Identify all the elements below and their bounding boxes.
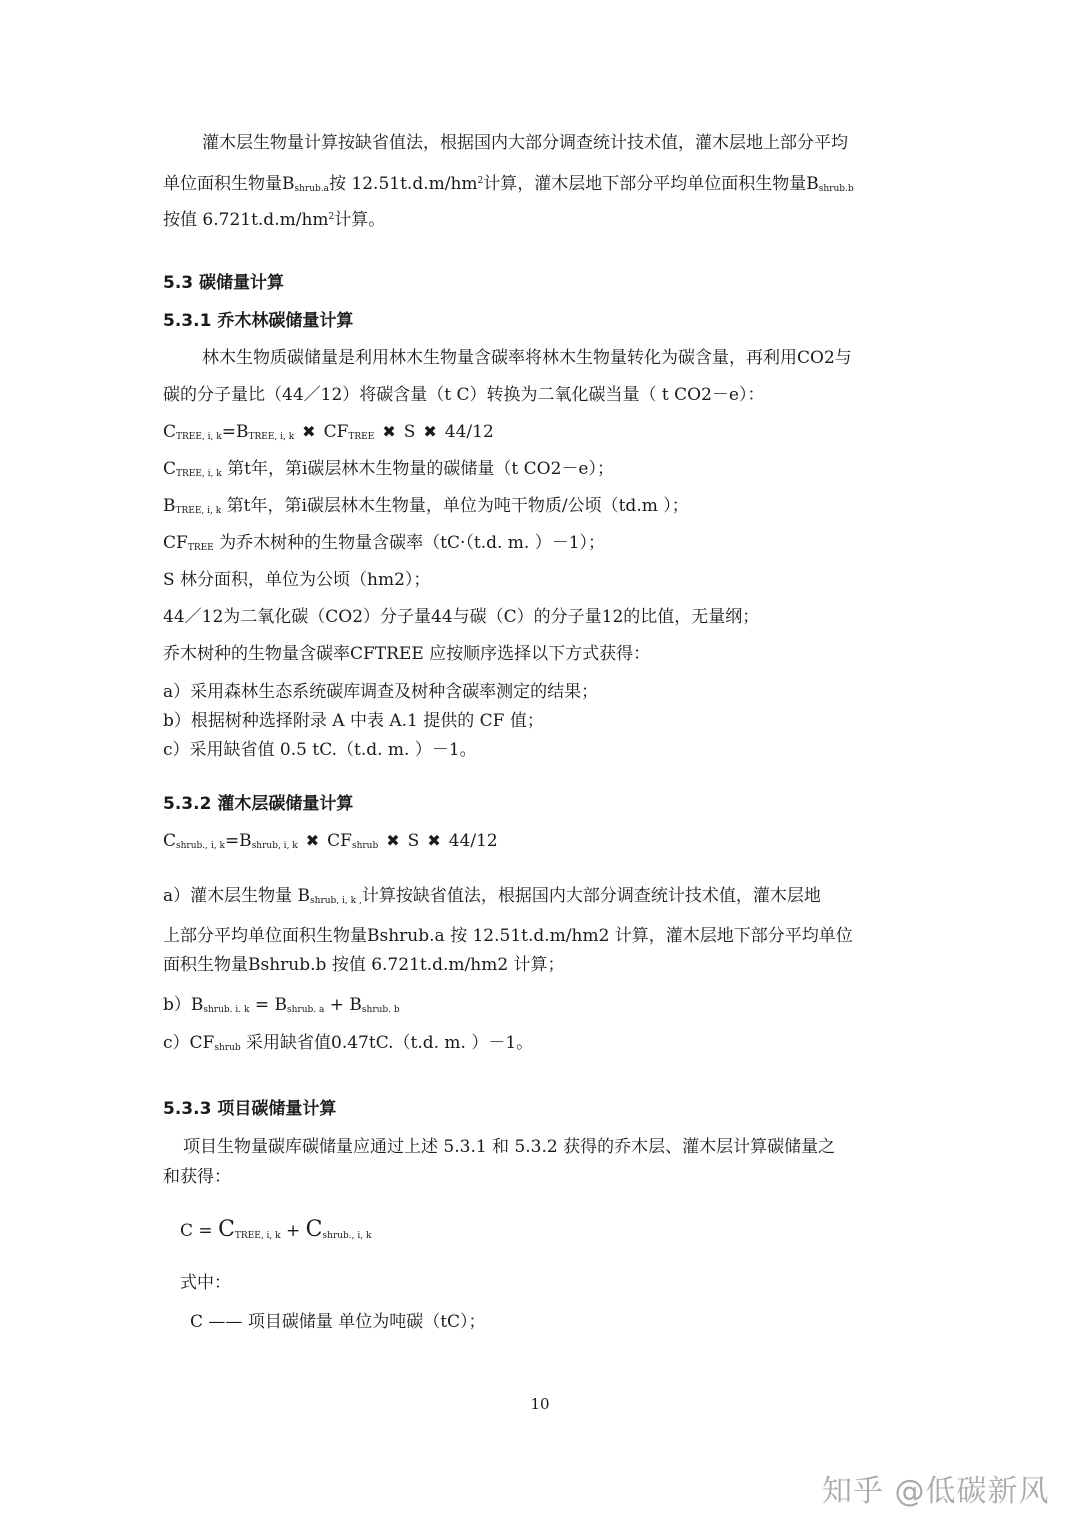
formula: $C_{TREE, i, k}=B_{TREE, i, k}$ ✖ $CF_{TREE}$ ✖ S ✖ 44/12 [163,422,494,442]
multiply-icon: ✖ [423,422,437,441]
list-item: a）采用森林生态系统碳库调查及树种含碳率测定的结果； [163,682,599,702]
paragraph-line: 项目生物量碳库碳储量应通过上述 5.3.1 和 5.3.2 获得的乔木层、灌木层计算碳储量之 [183,1137,836,1157]
multiply-icon: ✖ [302,422,316,441]
formula: $C = C_{TREE, i, k} + C_{shrub., i, k}$ [180,1217,372,1242]
multiply-icon: ✖ [427,831,441,850]
paragraph-line: 单位面积生物量$B_{shrub.a}$按 $12.51t.d.m/hm^2$计算，灌木层地下部分平均单位面积生物量$B_{shrub.b}$ [163,174,854,194]
multiply-icon: ✖ [382,422,396,441]
paragraph-line: 和获得： [163,1167,231,1187]
definition-line: $CF_{TREE}$ 为乔木树种的生物量含碳率（tC·（t.d. m. ）－1）； [163,533,606,553]
definition-line: 乔木树种的生物量含碳率CFTREE 应按顺序选择以下方式获得： [163,644,651,664]
page-number: 10 [530,1395,550,1413]
definition-line: C —— 项目碳储量 单位为吨碳（tC）； [190,1312,486,1332]
formula: $C_{shrub., i, k}=B_{shrub, i, k}$ ✖ $CF_{shrub}$ ✖ S ✖ 44/12 [163,831,498,851]
paragraph-line: 式中： [180,1273,231,1293]
list-item: $c)CF_{shrub}$ 采用缺省值0.47tC.（t.d. m. ）－1。 [163,1033,534,1053]
multiply-icon: ✖ [305,831,320,850]
paragraph-line: 面积生物量Bshrub.b 按值 6.721t.d.m/hm2 计算； [163,955,565,975]
paragraph-line: 上部分平均单位面积生物量Bshrub.a 按 12.51t.d.m/hm2 计算，灌木层地下部分平均单位 [163,926,853,946]
multiply-icon: ✖ [386,831,400,850]
paragraph-line: 按值 $6.721t.d.m/hm^2$计算。 [163,210,386,230]
definition-line: $C_{TREE, i, k}$ 第t年，第i碳层林木生物量的碳储量（t CO2－e）； [163,459,614,479]
subsection-heading: 5.3.1 乔木林碳储量计算 [163,311,354,331]
subsection-heading: 5.3.3 项目碳储量计算 [163,1099,337,1119]
subsection-heading: 5.3.2 灌木层碳储量计算 [163,794,354,814]
definition-line: S 林分面积，单位为公顷（hm2）； [163,570,431,590]
paragraph-line: 碳的分子量比（44／12）将碳含量（t C）转换为二氧化碳当量（ t CO2－e）： [163,385,765,405]
paragraph-line: a）灌木层生物量 $B_{shrub, i, k ,}$计算按缺省值法，根据国内大部分调查统计技术值，灌木层地 [163,886,821,906]
paragraph-line: 林木生物质碳储量是利用林木生物量含碳率将林木生物量转化为碳含量，再利用CO2与 [202,348,852,368]
definition-line: 44／12为二氧化碳（CO2）分子量44与碳（C）的分子量12的比值，无量纲； [163,607,760,627]
list-item: c）采用缺省值 0.5 tC.（t.d. m. ）－1。 [163,740,477,760]
section-heading: 5.3 碳储量计算 [163,273,285,293]
list-item: b）根据树种选择附录 A 中表 A.1 提供的 CF 值； [163,711,544,731]
watermark: 知乎 @低碳新风 [822,1474,1050,1509]
paragraph-line: 灌木层生物量计算按缺省值法，根据国内大部分调查统计技术值，灌木层地上部分平均 [202,133,848,153]
definition-line: $B_{TREE, i, k}$ 第t年，第i碳层林木生物量，单位为吨干物质/公顷（td.m ）； [163,496,689,516]
list-item: $b)B_{shrub. i. k} = B_{shrub. a} + B_{shrub. b}$ [163,995,400,1015]
